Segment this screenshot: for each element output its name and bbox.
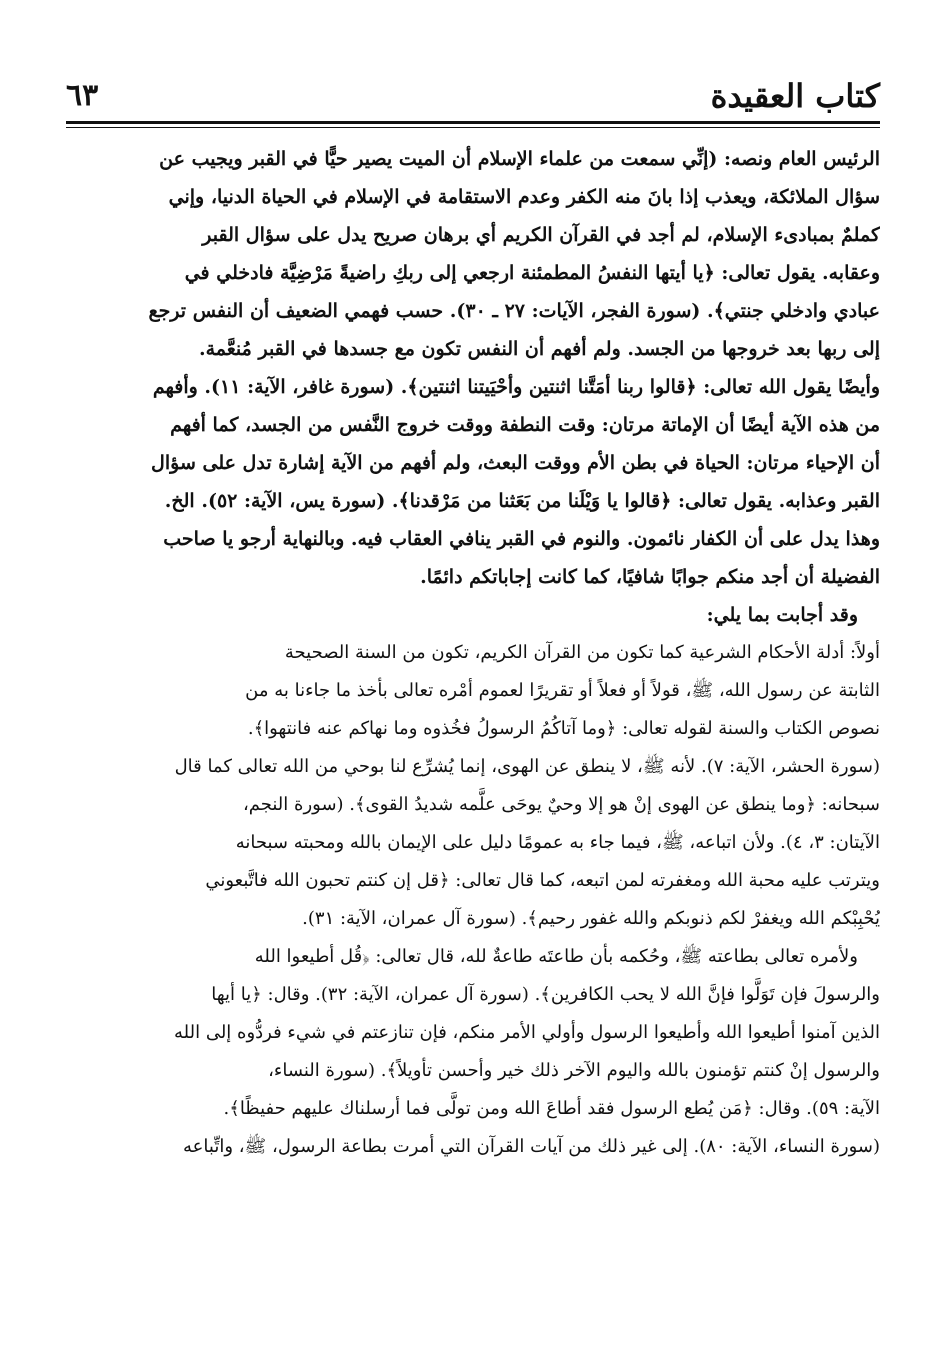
page-body	[66, 140, 880, 1166]
text-line: القبر وعذابه. يقول تعالى: ﴿قالوا يا وَيْلَنا من بَعَثنا من مَرْقدنا﴾. (سورة يس، الآية: ٥٢). الخ.	[164, 490, 880, 512]
book-title: كتاب العقيدة	[710, 77, 880, 115]
text-line: الثابتة عن رسول الله، ﷺ، قولاً أو فعلاً أو تقريرًا لعموم أمْره تعالى بأخذ ما جاءنا به من	[245, 680, 880, 701]
text-line: ولأمره تعالى بطاعته ﷺ، وحُكمه بأن طاعتَه طاعةٌ لله، قال تعالى: ﴿قُل أطيعوا الله	[254, 946, 858, 967]
text-line: عبادي وادخلي جنتي﴾. (سورة الفجر، الآيات: ٢٧ ـ ٣٠). حسب فهمي الضعيف أن النفس ترجع	[148, 300, 880, 322]
text-line: كملمٌ بمبادىء الإسلام، لم أجد في القرآن الكريم أي برهان صريح يدل على سؤال القبر	[202, 224, 880, 246]
header-rule	[66, 121, 880, 124]
text-line: نصوص الكتاب والسنة لقوله تعالى: ﴿وما آتاكُمُ الرسولُ فخُذوه وما نهاكم عنه فانتهوا﴾.	[247, 718, 880, 739]
text-line: (سورة النساء، الآية: ٨٠). إلى غير ذلك من آيات القرآن التي أمرت بطاعة الرسول، ﷺ، واتِّباعه	[183, 1136, 880, 1157]
page-number: ٦٣	[66, 78, 99, 113]
text-line: الآيتان: ٣، ٤). ولأن اتباعه، ﷺ، فيما جاء به عمومًا دليل على الإيمان بالله ومحبته سبحانه	[235, 832, 880, 853]
answer-intro-line: وقد أجابت بما يلي:	[706, 604, 858, 626]
text-line: من هذه الآية أيضًا أن الإماتة مرتان: وقت النطفة ووقت خروج النَّفس من الجسد، كما أفهم	[170, 414, 880, 436]
text-line: إلى ربها بعد خروجها من الجسد. ولم أفهم أن النفس تكون مع جسدها في القبر مُنعَّمة.	[198, 338, 880, 360]
text-line: الرئيس العام ونصه: (إنِّي سمعت من علماء الإسلام أن الميت يصير حيًّا في القبر ويجيب عن	[159, 148, 880, 170]
text-line: الفضيلة أن أجد منكم جوابًا شافيًا، كما كانت إجاباتكم دائمًا.	[420, 566, 880, 588]
text-line: والرسول إنْ كنتم تؤمنون بالله واليوم الآخر ذلك خير وأحسن تأويلاً﴾. (سورة النساء،	[268, 1060, 880, 1081]
text-line: الذين آمنوا أطيعوا الله وأطيعوا الرسول وأولي الأمر منكم، فإن تنازعتم في شيء فردُّوه إلى الله	[174, 1022, 880, 1043]
text-line: سؤال الملائكة، ويعذب إذا بانَ منه الكفر وعدم الاستقامة في الإسلام في الحياة الدنيا، وإني	[168, 186, 880, 208]
text-line: سبحانه: ﴿وما ينطق عن الهوى إنْ هو إلا وحيٌ يوحَى علَّمه شديدُ القوى﴾. (سورة النجم،	[242, 794, 880, 815]
text-line: الآية: ٥٩). وقال: ﴿مَن يُطع الرسول فقد أطاعَ الله ومن تولَّى فما أرسلناك عليهم حفيظًا﴾.	[223, 1098, 880, 1119]
text-line: يُحْبِبْكم الله ويغفرْ لكم ذنوبكم والله غفور رحيم﴾. (سورة آل عمران، الآية: ٣١).	[302, 908, 880, 929]
text-line: وهذا يدل على أن الكفار نائمون. والنوم في القبر ينافي العقاب فيه. وبالنهاية أرجو يا صاحب	[163, 528, 880, 550]
text-line: والرسولَ فإن تَوَلَّوا فإنَّ الله لا يحب الكافرين﴾. (سورة آل عمران، الآية: ٣٢). وقال: ﴿يا أيها	[211, 984, 880, 1005]
text-line: أن الإحياء مرتان: الحياة في بطن الأم ووقت البعث، ولم أفهم من الآية إشارة تدل على سؤال	[151, 452, 880, 474]
text-line: أولاً: أدلة الأحكام الشرعية كما تكون من القرآن الكريم، تكون من السنة الصحيحة	[284, 642, 880, 663]
text-line: (سورة الحشر، الآية: ٧). لأنه ﷺ، لا ينطق عن الهوى، إنما يُشرِّع لنا بوحي من الله تعالى كما قال	[174, 756, 880, 777]
text-line: وأيضًا يقول الله تعالى: ﴿قالوا ربنا أمَتَّنا اثنتين وأحْيَيتنا اثنتين﴾. (سورة غافر، الآية: ١١). وأفهم	[152, 376, 880, 398]
text-line: وعقابه. يقول تعالى: ﴿يا أيتها النفسُ المطمئنة ارجعي إلى ربكِ راضيةً مَرْضِيَّة فادخلي في	[184, 262, 880, 284]
page-header	[66, 74, 880, 122]
header-rule-thin	[66, 127, 880, 128]
text-line: ويترتب عليه محبة الله ومغفرته لمن اتبعه، كما قال تعالى: ﴿قل إن كنتم تحبون الله فاتَّبعوني	[205, 870, 880, 891]
